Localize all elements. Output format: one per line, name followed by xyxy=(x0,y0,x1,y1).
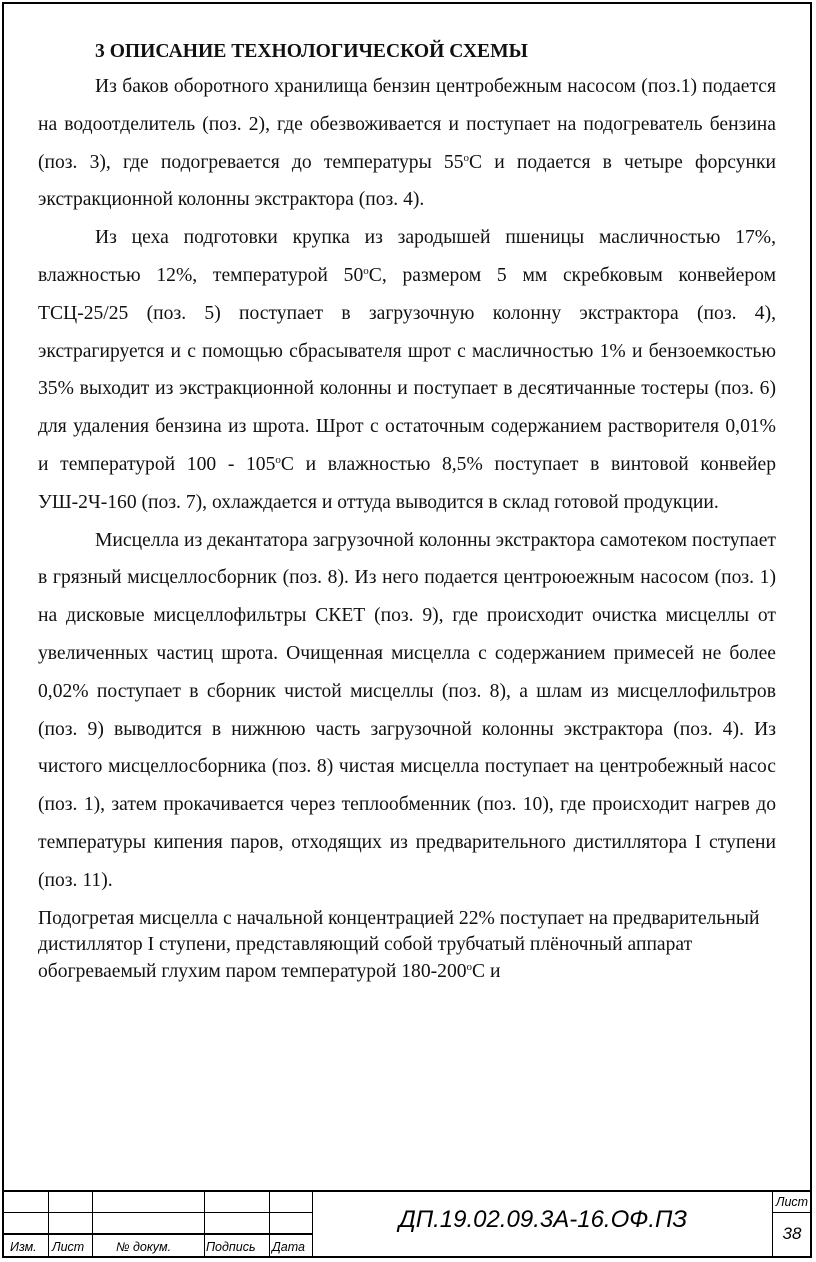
col-data-label: Дата xyxy=(272,1240,305,1254)
degree-superscript: о xyxy=(363,264,369,277)
col-list-label: Лист xyxy=(52,1240,85,1254)
title-block xyxy=(4,1190,810,1256)
degree-superscript: о xyxy=(463,151,470,164)
paragraph-1: Из баков оборотного хранилища бензин центробежным насосом (поз.1) подается на водоотделитель (поз. 2), где обезвоживается и поступает на подогреватель бензина (поз. 3), где подогревается до температуры $55^оС$ и подается в четыре форсунки экстракционной колонны экстрактора (поз. 4). xyxy=(38,76,776,211)
title-block-divider xyxy=(48,1192,49,1256)
title-block-divider xyxy=(204,1192,205,1256)
paragraph-2: Из цеха подготовки крупка из зародышей пшеницы масличностью 17%, влажностью 12%, температурой $50^оС$, размером 5 мм скребковым конвейером ТСЦ-25/25 (поз. 5) поступает в загрузочную колонну экстрактора (поз. 4), экстрагируется и с помощью сбрасывателя шрот с масличностью 1% и бензоемкостью 35% выходит из экстракционной колонны и поступает в десятичанные тостеры (поз. 6) для удаления бензина из шрота. Шрот с остаточным содержанием растворителя 0,01% и температурой $100 - 105^оС$ и влажностью 8,5% поступает в винтовой конвейер УШ-2Ч-160 (поз. 7), охлаждается и оттуда выводится в склад готовой продукции. xyxy=(38,227,776,513)
sheet-cell-line xyxy=(772,1212,810,1213)
title-block-divider xyxy=(92,1192,93,1256)
document-sheet xyxy=(2,2,812,1258)
document-code: ДП.19.02.09.3А-16.ОФ.ПЗ xyxy=(398,1206,688,1233)
title-block-row-line xyxy=(4,1212,312,1213)
col-dokum-label: № докум. xyxy=(116,1240,172,1254)
degree-superscript: о xyxy=(466,960,473,973)
col-podpis-label: Подпись xyxy=(206,1240,256,1254)
document-body xyxy=(38,38,776,985)
title-block-divider xyxy=(269,1192,270,1256)
section-heading: 3 ОПИСАНИЕ ТЕХНОЛОГИЧЕСКОЙ СХЕМЫ xyxy=(95,41,528,62)
title-block-divider xyxy=(312,1192,313,1256)
title-block-row-line xyxy=(4,1233,312,1235)
paragraph-3: Мисцелла из декантатора загрузочной колонны экстрактора самотеком поступает в грязный мисцеллосборник (поз. 8). Из него подается центроюежным насосом (поз. 1) на дисковые мисцеллофильтры СКЕТ (поз. 9), где происходит очистка мисцеллы от увеличенных частиц шрота. Очищенная мисцелла с содержанием примесей не более 0,02% поступает в сборник чистой мисцеллы (поз. 8), а шлам из мисцеллофильтров (поз. 9) выводится в нижнюю часть загрузочной колонны экстрактора (поз. 4). Из чистого мисцеллосборника (поз. 8) чистая мисцелла поступает на центробежный насос (поз. 1), затем прокачивается через теплообменник (поз. 10), где происходит нагрев до температуры кипения паров, отходящих из предварительного дистиллятора I ступени (поз. 11). xyxy=(38,529,776,891)
sheet-number: 38 xyxy=(782,1224,802,1243)
paragraph-4: Подогретая мисцелла с начальной концентрацией 22% поступает на предварительный дистиллятор I ступени, представляющий собой трубчатый плёночный аппарат обогреваемый глухим паром температурой $180-200^оС$ и xyxy=(38,907,760,982)
sheet-label: Лист xyxy=(775,1195,809,1209)
col-izm-label: Изм. xyxy=(10,1240,37,1254)
title-block-divider xyxy=(772,1192,773,1256)
degree-superscript: о xyxy=(275,453,281,466)
